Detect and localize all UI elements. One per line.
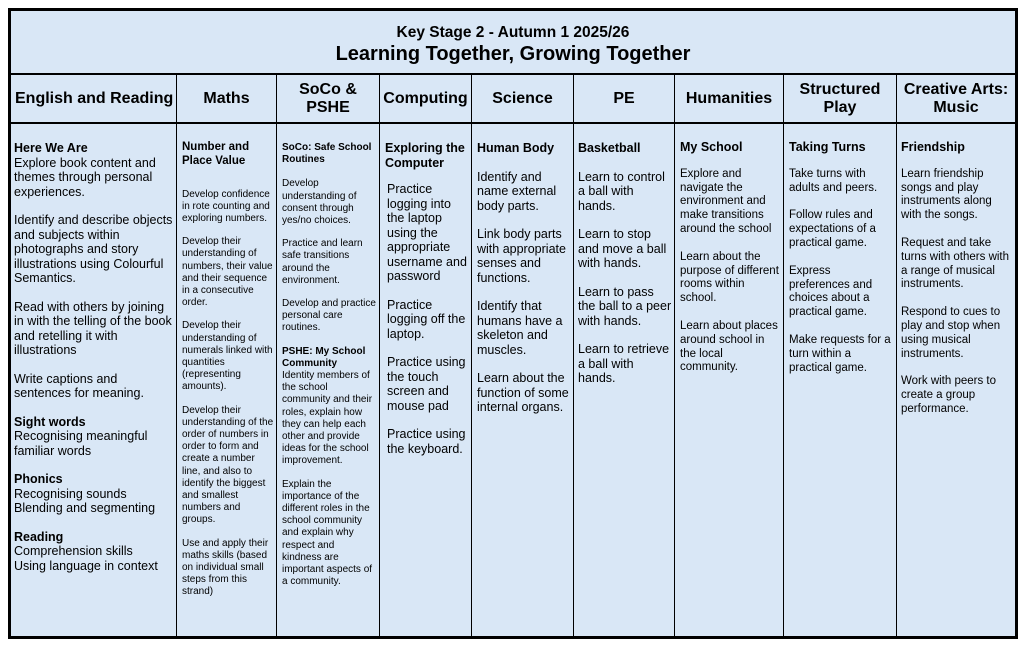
column-divider [674, 75, 675, 636]
music-objective: Respond to cues to play and stop when using musical instruments. [901, 306, 1001, 360]
sight-words-text: Recognising meaningful familiar words [14, 429, 148, 458]
science-objective: Link body parts with appropriate senses and functions. [477, 227, 566, 285]
column-divider [379, 75, 380, 636]
column-divider [471, 75, 472, 636]
column-divider [783, 75, 784, 636]
term-label: Key Stage 2 - Autumn 1 2025/26 [396, 24, 630, 41]
reading-line: Using language in context [14, 558, 158, 573]
computing-objective: Practice logging into the laptop using the appropriate username and password [387, 182, 467, 283]
phonics-line: Recognising sounds [14, 486, 127, 501]
column-divider [896, 75, 897, 636]
phonics-line: Blending and segmenting [14, 501, 156, 515]
computing-objective: Practice using the keyboard. [387, 427, 466, 456]
subject-heading-soco-pshe: SoCo & PSHE [277, 75, 379, 122]
page-title: Learning Together, Growing Together [335, 43, 691, 65]
pshe-topic: PSHE: My School Community [282, 345, 366, 369]
english-objective: Explore book content and themes through personal experiences. [14, 155, 156, 199]
pe-objective: Learn to stop and move a ball with hands. [578, 227, 667, 270]
pshe-objective: Explain the importance of the different roles in the school community and explain why respect and kindness are important aspects of a community. [282, 478, 373, 588]
maths-topic: Number and Place Value [182, 141, 250, 167]
subject-heading-maths: Maths [177, 75, 276, 122]
music-objective: Learn friendship songs and play instruments along with the songs. [901, 167, 992, 222]
reading-heading: Reading [14, 529, 64, 544]
humanities-objective: Learn about the purpose of different rooms within school. [680, 250, 779, 305]
pe-objective: Learn to pass the ball to a peer with hands. [578, 284, 672, 328]
reading-line: Comprehension skills [14, 544, 133, 558]
computing-cell [380, 124, 471, 636]
subject-heading-structured-play: Structured Play [784, 75, 896, 122]
soco-topic: SoCo: Safe School Routines [282, 142, 372, 166]
computing-objective: Practice logging off the laptop. [387, 297, 466, 341]
music-cell [897, 124, 1015, 636]
science-objective: Learn about the function of some internal organs. [477, 371, 569, 414]
soco-objective: Practice and learn safe transitions around the environment. [282, 238, 363, 286]
structured-play-cell [784, 124, 896, 636]
music-topic: Friendship [901, 140, 965, 154]
science-topic: Human Body [477, 141, 555, 155]
computing-topic: Exploring the Computer [385, 141, 465, 170]
humanities-objective: Learn about places around school in the local community. [680, 319, 778, 374]
music-objective: Request and take turns with others with a range of musical instruments. [901, 236, 1010, 291]
english-cell [11, 124, 176, 636]
maths-cell [177, 124, 276, 636]
english-topic: Here We Are [14, 141, 88, 155]
subject-heading-science: Science [472, 75, 573, 122]
structured-play-objective: Take turns with adults and peers. [789, 167, 878, 194]
soco-objective: Develop and practice personal care routines. [282, 298, 376, 334]
science-objective: Identify and name external body parts. [477, 169, 557, 213]
subject-heading-pe: PE [574, 75, 674, 122]
structured-play-objective: Express preferences and choices about a practical game. [789, 264, 873, 319]
subject-header-row [11, 75, 1015, 124]
humanities-topic: My School [680, 140, 743, 154]
maths-objective: Develop their understanding of the order of numbers in order to form and create a number line, and also to identify the biggest and smallest numbers and groups. [182, 404, 274, 526]
pe-topic: Basketball [578, 141, 641, 155]
maths-objective: Use and apply their maths skills (based on individual small steps from this strand) [182, 537, 269, 598]
column-divider [176, 75, 177, 636]
subject-heading-english: English and Reading [11, 75, 176, 122]
soco-pshe-cell [277, 124, 379, 636]
maths-objective: Develop their understanding of numerals linked with quantities (representing amounts). [182, 320, 273, 393]
computing-objective: Practice using the touch screen and mouse pad [387, 355, 466, 413]
english-objective: Identify and describe objects and subjects within photographs and story illustrations using Colourful Semantics. [14, 213, 173, 285]
english-objective: Write captions and sentences for meaning. [14, 371, 144, 400]
english-objective: Read with others by joining in with the telling of the book and retelling it with illustrations [14, 299, 172, 357]
column-divider [276, 75, 277, 636]
science-objective: Identify that humans have a skeleton and muscles. [477, 299, 563, 357]
pe-objective: Learn to retrieve a ball with hands. [578, 342, 670, 385]
column-divider [573, 75, 574, 636]
maths-objective: Develop their understanding of numbers, their value and their sequence in a consecutive order. [182, 236, 273, 309]
sight-words-heading: Sight words [14, 414, 86, 429]
maths-objective: Develop confidence in rote counting and exploring numbers. [182, 188, 270, 224]
structured-play-topic: Taking Turns [789, 140, 866, 154]
subject-heading-music: Creative Arts: Music [897, 75, 1015, 122]
pe-cell [574, 124, 674, 636]
soco-objective: Develop understanding of consent through yes/no choices. [282, 178, 357, 227]
subject-heading-computing: Computing [380, 75, 471, 122]
humanities-cell [675, 124, 783, 636]
music-objective: Work with peers to create a group performance. [901, 375, 997, 415]
structured-play-objective: Make requests for a turn within a practical game. [789, 333, 891, 374]
structured-play-objective: Follow rules and expectations of a practical game. [789, 209, 876, 249]
subject-content-row [11, 124, 1015, 636]
humanities-objective: Explore and navigate the environment and make transitions around the school [680, 167, 772, 235]
subject-heading-humanities: Humanities [675, 75, 783, 122]
pshe-objective: Identity members of the school community and their roles, explain how they can help each other and provide ideas for the school improvement. [282, 370, 373, 467]
pe-objective: Learn to control a ball with hands. [578, 169, 665, 213]
curriculum-overview-table [8, 8, 1018, 639]
title-band [11, 11, 1015, 75]
science-cell [472, 124, 573, 636]
phonics-heading: Phonics [14, 472, 63, 486]
